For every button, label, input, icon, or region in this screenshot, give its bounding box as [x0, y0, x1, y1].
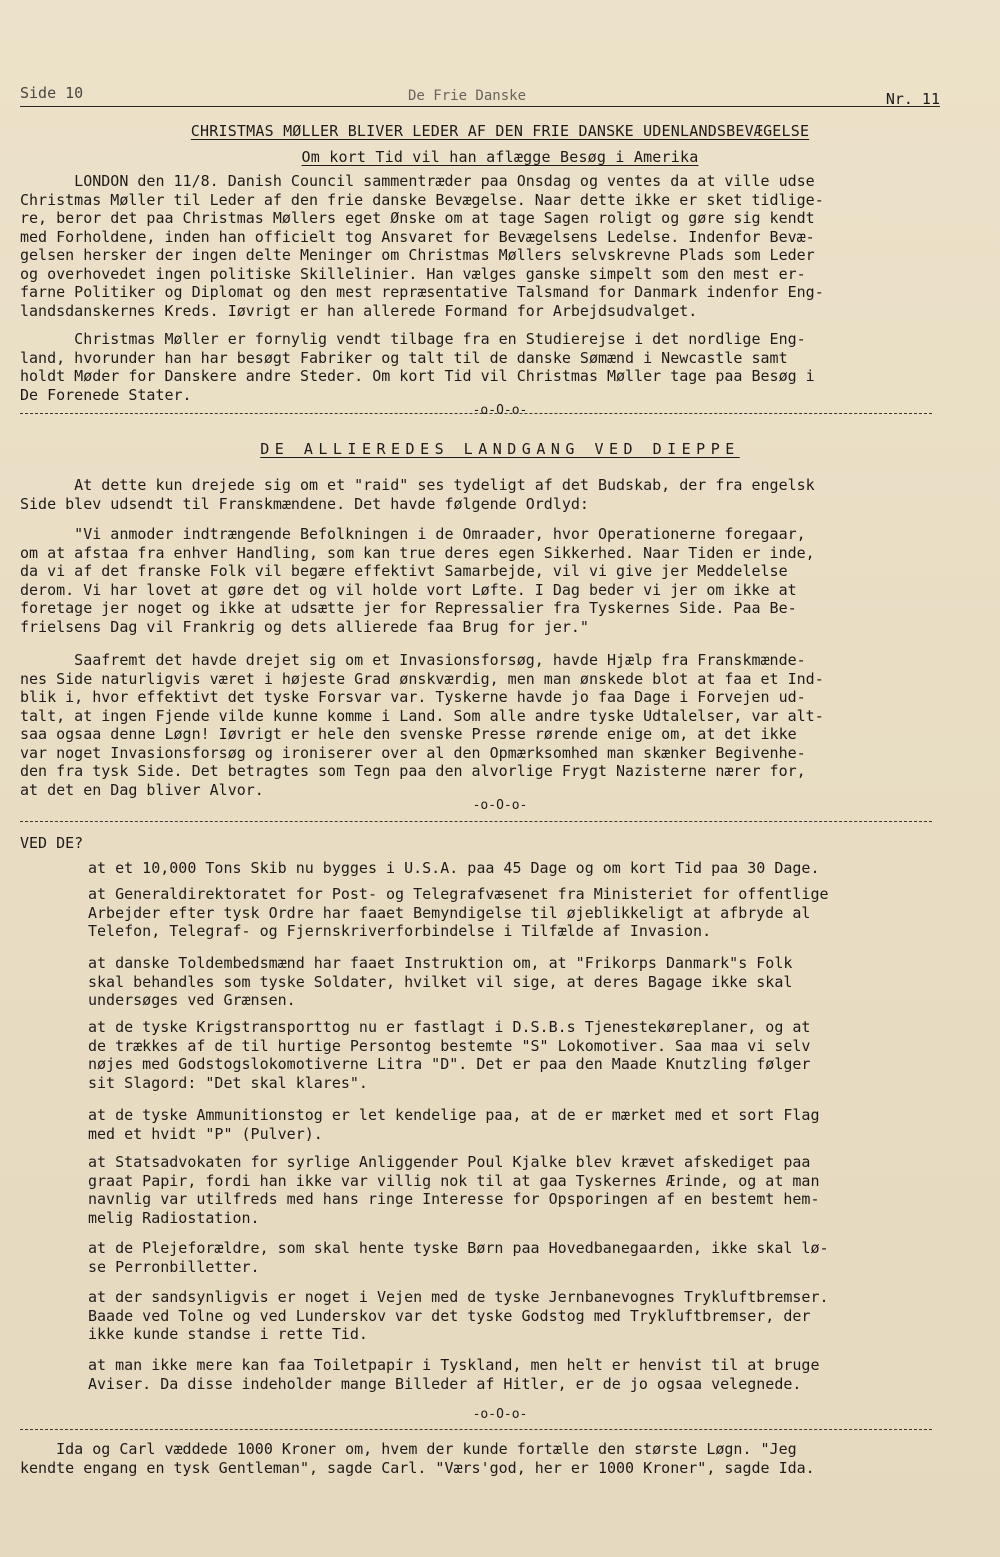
ved-de-item: at danske Toldembedsmænd har faaet Instruktion om, at "Frikorps Danmark"s Folk skal behandles som tyske Soldater, hvilket vil sige, at deres Bagage ikke skal undersøges ved Grænsen. — [88, 954, 793, 1009]
article2-headline: DE ALLIEREDES LANDGANG VED DIEPPE — [260, 440, 740, 458]
separator-mark: -o-O-o- — [472, 403, 528, 418]
article2-quote: "Vi anmoder indtrængende Befolkningen i de Omraader, hvor Operationerne foregaar, om at afstaa fra enhver Handling, som kan true deres egen Sikkerhed. Naar Tiden er inde, da vi af det franske Folk vil begære effektivt Samarbejde, vil vi give jer Meddelelse derom. Vi har lovet at gøre det og vil holde vort Løfte. I Dag beder vi jer om ikke at foretage jer noget og ikke at udsætte jer for Repressalier fra Tyskernes Side. Paa Be- frielsens Dag vil Frankrig og dets allierede faa Brug for jer." — [20, 525, 815, 636]
ved-de-item: at et 10,000 Tons Skib nu bygges i U.S.A. paa 45 Dage og om kort Tid paa 30 Dage. — [88, 859, 820, 877]
ved-de-item: at Statsadvokaten for syrlige Anliggender Poul Kjalke blev krævet afskediget paa graat Papir, fordi han ikke var villig nok til at gaa Tyskernes Ærinde, og at man navnlig var utilfreds med hans ringe Interesse for Opsporingen af en bestemt hem- melig Radiostation. — [88, 1153, 820, 1227]
article2-paragraph: Saafremt det havde drejet sig om et Invasionsforsøg, havde Hjælp fra Franskmænde- nes Side naturligvis været i højeste Grad ønskværdig, men man ønskede blot at faa et Ind- blik i, hvor effektivt det tyske Forsvar var. Tyskerne havde jo faa Dage i Forvejen ud- talt, at ingen Fjende vilde kunne komme i Land. Som alle andre tyske Udtalelser, var alt- saa ogsaa denne Løgn! Iøvrigt er hele den svenske Presse rørende enige om, at det ikke var noget Invasionsforsøg og ironiserer over al den Opmærksomhed man skænker Begivenhe- den fra tysk Side. Det betragtes som Tegn paa den alvorlige Frygt Nazisterne nærer for, at det en Dag bliver Alvor. — [20, 651, 824, 799]
ved-de-item: at man ikke mere kan faa Toiletpapir i Tyskland, men helt er henvist til at bruge Aviser. Da disse indeholder mange Billeder af Hitler, er de jo ogsaa velegnede. — [88, 1356, 820, 1393]
ved-de-item: at de Plejeforældre, som skal hente tyske Børn paa Hovedbanegaarden, ikke skal lø- se Perronbilletter. — [88, 1239, 829, 1276]
newspaper-title: De Frie Danske — [408, 88, 527, 104]
closing-anecdote: Ida og Carl væddede 1000 Kroner om, hvem der kunde fortælle den største Løgn. "Jeg kendte engang en tysk Gentleman", sagde Carl. "Værs'god, her er 1000 Kroner", sagde Ida. — [20, 1440, 815, 1477]
separator-mark: -o-O-o- — [472, 1407, 528, 1422]
divider — [20, 821, 932, 822]
ved-de-item: at de tyske Ammunitionstog er let kendelige paa, at de er mærket med et sort Flag med et hvidt "P" (Pulver). — [88, 1106, 820, 1143]
divider — [20, 1429, 932, 1430]
ved-de-item: at de tyske Krigstransporttog nu er fastlagt i D.S.B.s Tjenestekøreplaner, og at de trækkes af de til hurtige Persontog bestemte "S" Lokomotiver. Saa maa vi selv nøjes med Godstogslokomotiverne Litra "D". Det er paa den Maade Knutzling følger sit Slagord: "Det skal klares". — [88, 1018, 811, 1092]
issue-number: Nr. 11 — [885, 90, 940, 108]
separator-mark: -o-O-o- — [472, 798, 528, 813]
ved-de-label: VED DE? — [20, 834, 84, 852]
ved-de-item: at der sandsynligvis er noget i Vejen med de tyske Jernbanevognes Trykluftbremser. Baade ved Tolne og ved Lunderskov var det tyske Godstog med Trykluftbremser, der ikke kunde standse i rette Tid. — [88, 1288, 829, 1343]
article2-paragraph: At dette kun drejede sig om et "raid" ses tydeligt af det Budskab, der fra engelsk Side blev udsendt til Franskmændene. Det havde følgende Ordlyd: — [20, 476, 815, 513]
ved-de-item: at Generaldirektoratet for Post- og Telegrafvæsenet fra Ministeriet for offentlige Arbejder efter tysk Ordre har faaet Bemyndigelse til øjeblikkeligt at afbryde al Telefon, Telegraf- og Fjernskriverforbindelse i Tilfælde af Invasion. — [88, 885, 829, 940]
page-header — [20, 84, 940, 107]
article1-paragraph: Christmas Møller er fornylig vendt tilbage fra en Studierejse i det nordlige Eng- land, hvorunder han har besøgt Fabriker og talt til de danske Sømænd i Newcastle samt holdt Møder for Danskere andre Steder. Om kort Tid vil Christmas Møller tage paa Besøg i De Forenede Stater. — [20, 330, 815, 404]
article1-paragraph: LONDON den 11/8. Danish Council sammentræder paa Onsdag og ventes da at ville udse Christmas Møller til Leder af den frie danske Bevægelse. Naar dette ikke er sket tidlige- re, beror det paa Christmas Møllers eget Ønske om at tage Sagen roligt og gøre sig kendt med Forholdene, inden han officielt tog Ansvaret for Bevægelsens Ledelse. Indenfor Bevæ- gelsen hersker der ingen delte Meninger om Christmas Møllers selvskrevne Plads som Leder og overhovedet ingen politiske Skillelinier. Han vælges ganske simpelt som den mest er- farne Politiker og Diplomat og den mest repræsentative Talsmand for Danmark indenfor Eng- landsdanskernes Kreds. Iøvrigt er han allerede Formand for Arbejdsudvalget. — [20, 172, 824, 320]
page-number: Side 10 — [20, 84, 84, 102]
article1-headline: CHRISTMAS MØLLER BLIVER LEDER AF DEN FRIE DANSKE UDENLANDSBEVÆGELSE — [190, 122, 810, 140]
article1-subheadline: Om kort Tid vil han aflægge Besøg i Amerika — [301, 148, 699, 166]
